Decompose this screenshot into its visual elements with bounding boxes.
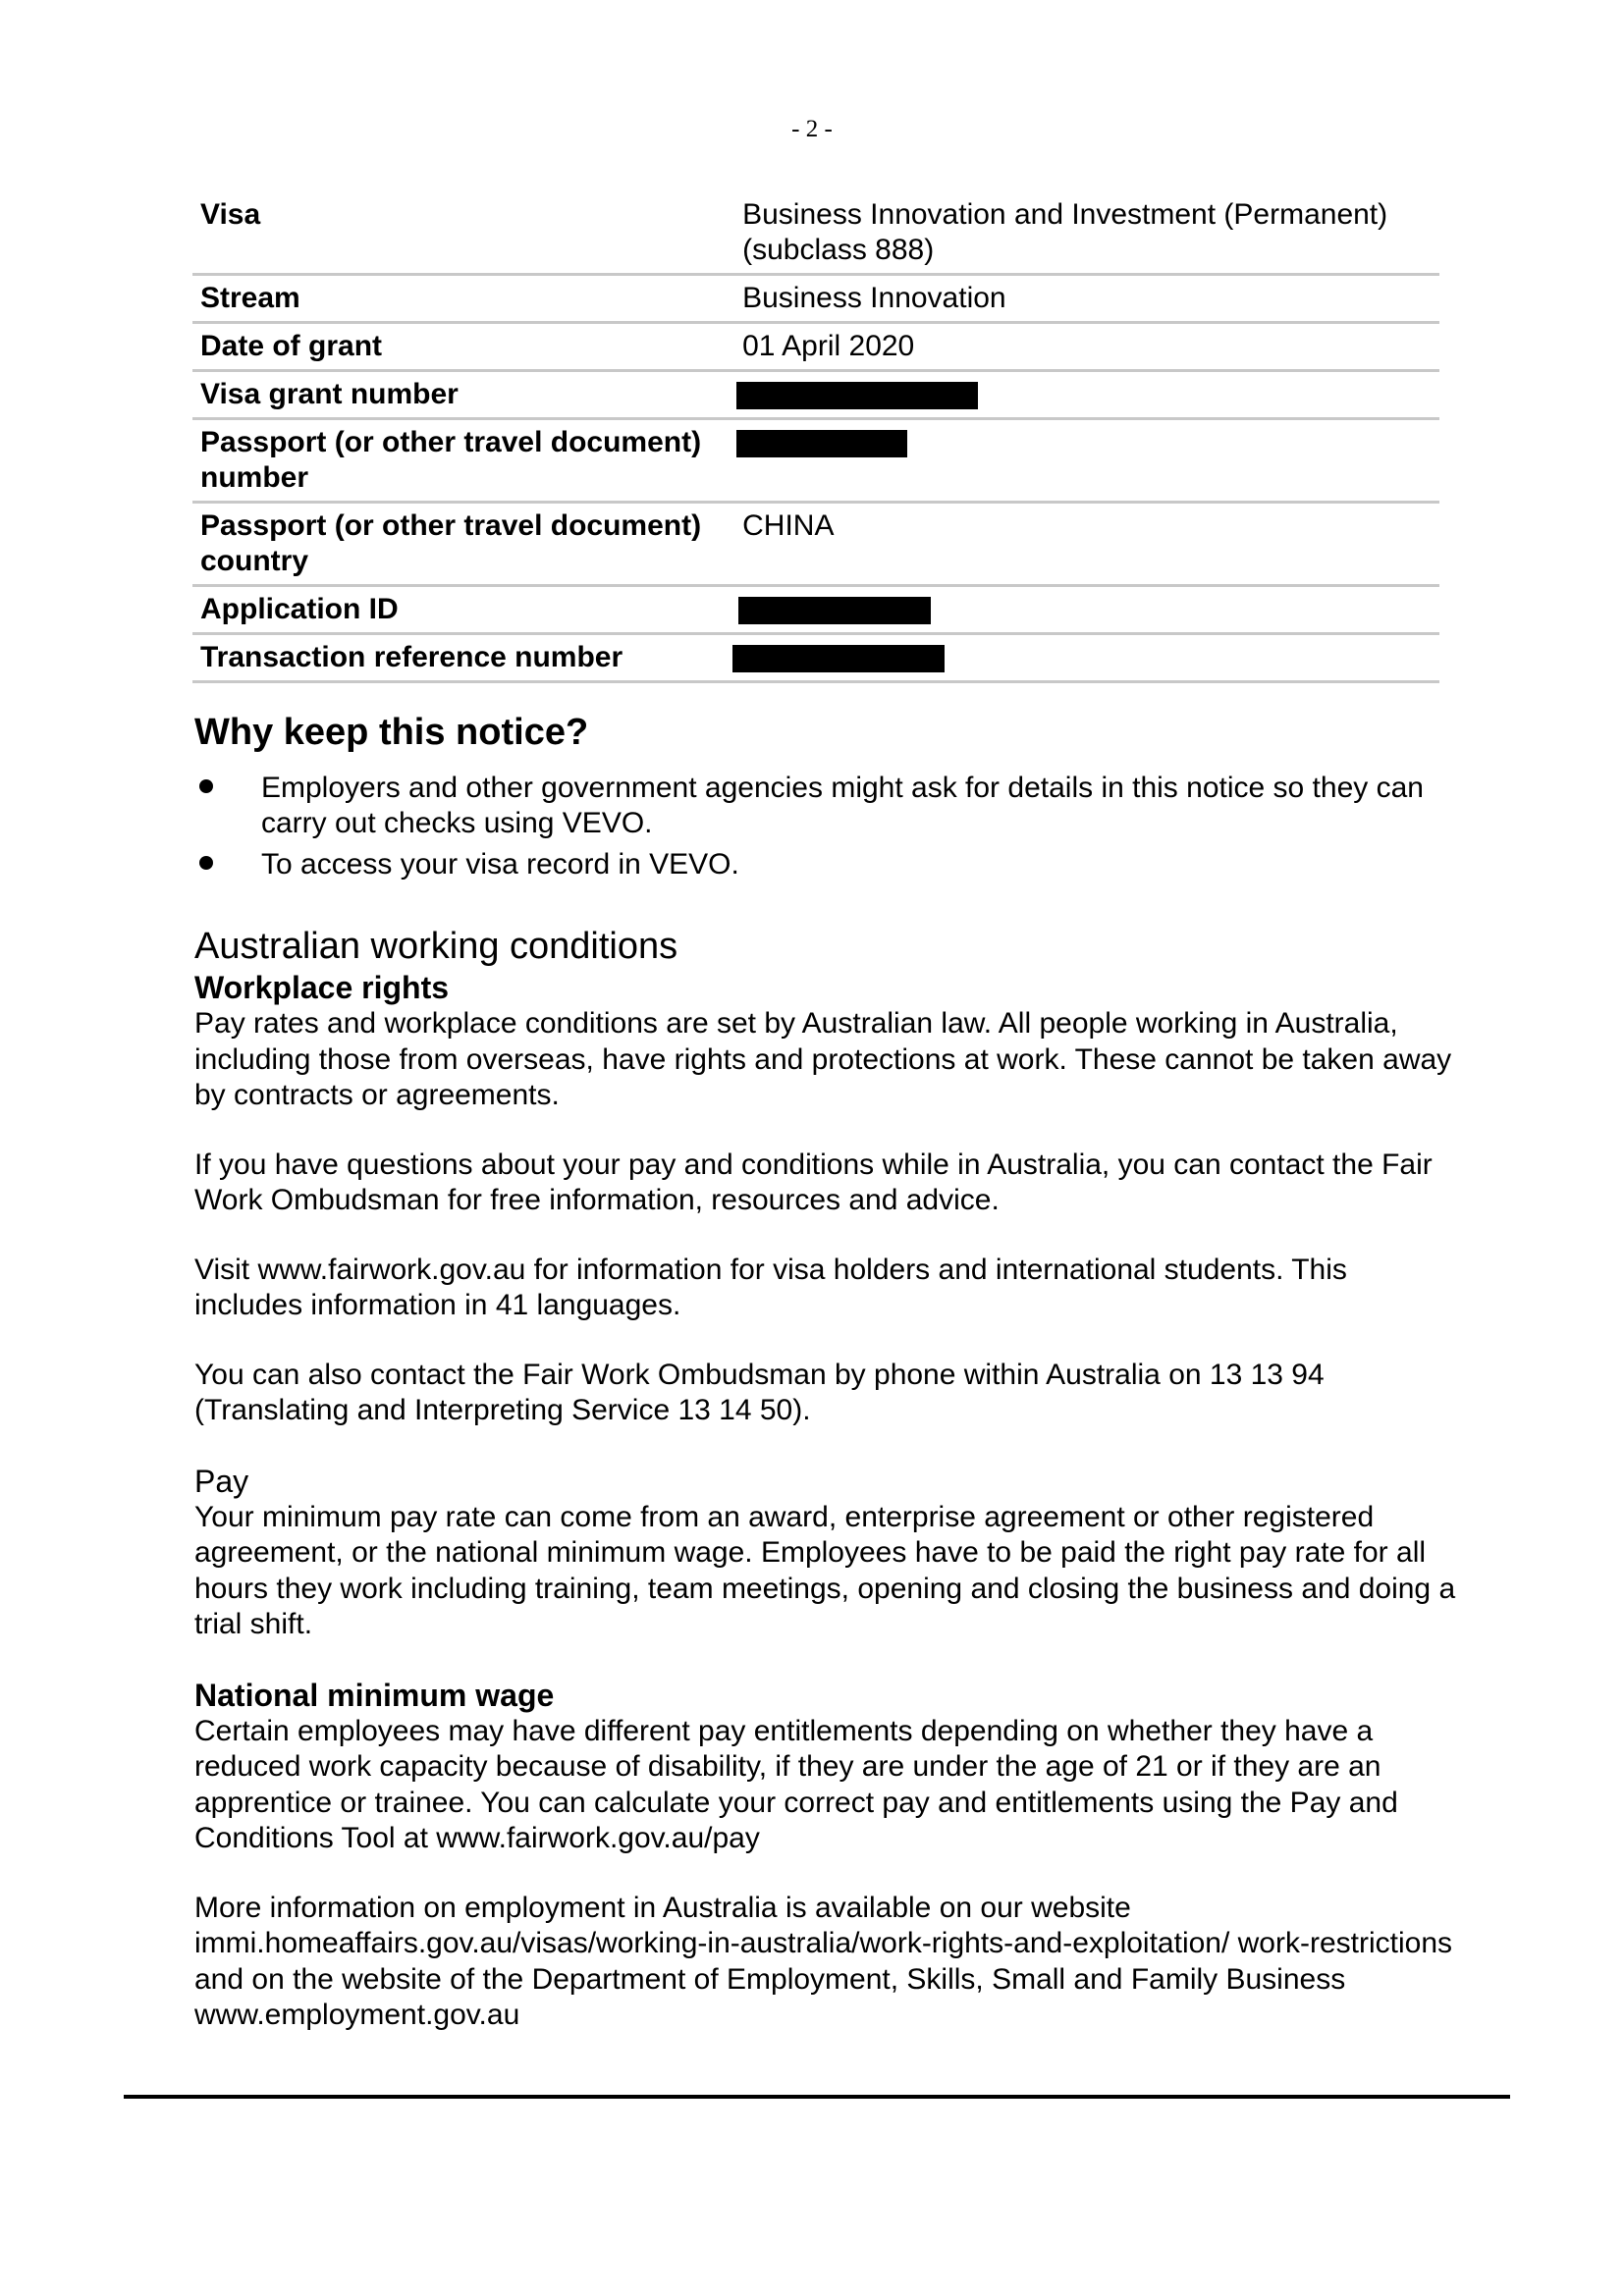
paragraph: Your minimum pay rate can come from an award, enterprise agreement or other registered agreement, or the national minimum wage. Employees have to be paid the right pay rate for all hours they work including training, team meetings, opening and closing the business and doing a trial shift. <box>194 1500 1456 1640</box>
row-label: Stream <box>192 275 731 323</box>
redaction-block <box>738 597 931 624</box>
row-value <box>731 419 1439 503</box>
list-item <box>194 771 1461 841</box>
notice-body <box>194 710 1461 2067</box>
paragraph: If you have questions about your pay and conditions while in Australia, you can contact the Fair Work Ombudsman for free information, resources and advice. <box>194 1148 1433 1216</box>
table-row <box>192 503 1439 586</box>
bullet-icon <box>199 779 213 793</box>
paragraph: Pay rates and workplace conditions are set by Australian law. All people working in Australia, including those from overseas, have rights and protections at work. These cannot be taken away by contracts or agreements. <box>194 1007 1452 1111</box>
row-label: Passport (or other travel document) country <box>192 503 731 586</box>
row-value: 01 April 2020 <box>731 323 1439 371</box>
row-value <box>731 371 1439 419</box>
table-row <box>192 586 1439 634</box>
paragraph: More information on employment in Australia is available on our website immi.homeaffairs.gov.au/visas/working-in-australia/work-rights-and-exploitation/ work-restrictions and on the website of the Department of Employment, Skills, Small and Family Business www.employment.gov.au <box>194 1891 1453 2031</box>
page-number: - 2 - <box>791 116 833 142</box>
why-keep-heading: Why keep this notice? <box>194 712 589 753</box>
redaction-block <box>736 430 907 457</box>
paragraph: You can also contact the Fair Work Ombudsman by phone within Australia on 13 13 94 (Translating and Interpreting Service 13 14 50). <box>194 1358 1325 1426</box>
footer-divider <box>124 2095 1510 2099</box>
workplace-rights-heading: Workplace rights <box>194 970 450 1005</box>
table-row <box>192 275 1439 323</box>
list-item-text: Employers and other government agencies might ask for details in this notice so they can carry out checks using VEVO. <box>261 772 1424 839</box>
table-row <box>192 192 1439 275</box>
row-value: Business Innovation <box>731 275 1439 323</box>
row-label: Visa <box>192 192 731 275</box>
table-row <box>192 323 1439 371</box>
row-value <box>731 586 1439 634</box>
minimum-wage-heading: National minimum wage <box>194 1677 555 1713</box>
redaction-block <box>732 645 945 672</box>
row-label: Visa grant number <box>192 371 731 419</box>
table-row <box>192 419 1439 503</box>
table-row <box>192 634 1439 682</box>
working-conditions-heading: Australian working conditions <box>194 926 678 967</box>
bullet-icon <box>199 856 213 870</box>
row-label: Application ID <box>192 586 731 634</box>
row-value <box>731 634 1439 682</box>
why-keep-list <box>194 771 1461 882</box>
row-value: Business Innovation and Investment (Permanent) (subclass 888) <box>731 192 1439 275</box>
paragraph: Visit www.fairwork.gov.au for information for visa holders and international students. This includes information in 41 languages. <box>194 1253 1347 1321</box>
row-value: CHINA <box>731 503 1439 586</box>
list-item <box>194 847 1461 882</box>
table-row <box>192 371 1439 419</box>
redaction-block <box>736 382 978 409</box>
visa-details-table <box>192 192 1439 683</box>
row-label: Date of grant <box>192 323 731 371</box>
paragraph: Certain employees may have different pay entitlements depending on whether they have a reduced work capacity because of disability, if they are under the age of 21 or if they are an apprentice or trainee. You can calculate your correct pay and entitlements using the Pay and Conditions Tool at www.fairwork.gov.au/pay <box>194 1714 1398 1854</box>
row-label: Passport (or other travel document) number <box>192 419 731 503</box>
list-item-text: To access your visa record in VEVO. <box>261 848 739 881</box>
row-label: Transaction reference number <box>192 634 731 682</box>
pay-heading: Pay <box>194 1463 249 1499</box>
